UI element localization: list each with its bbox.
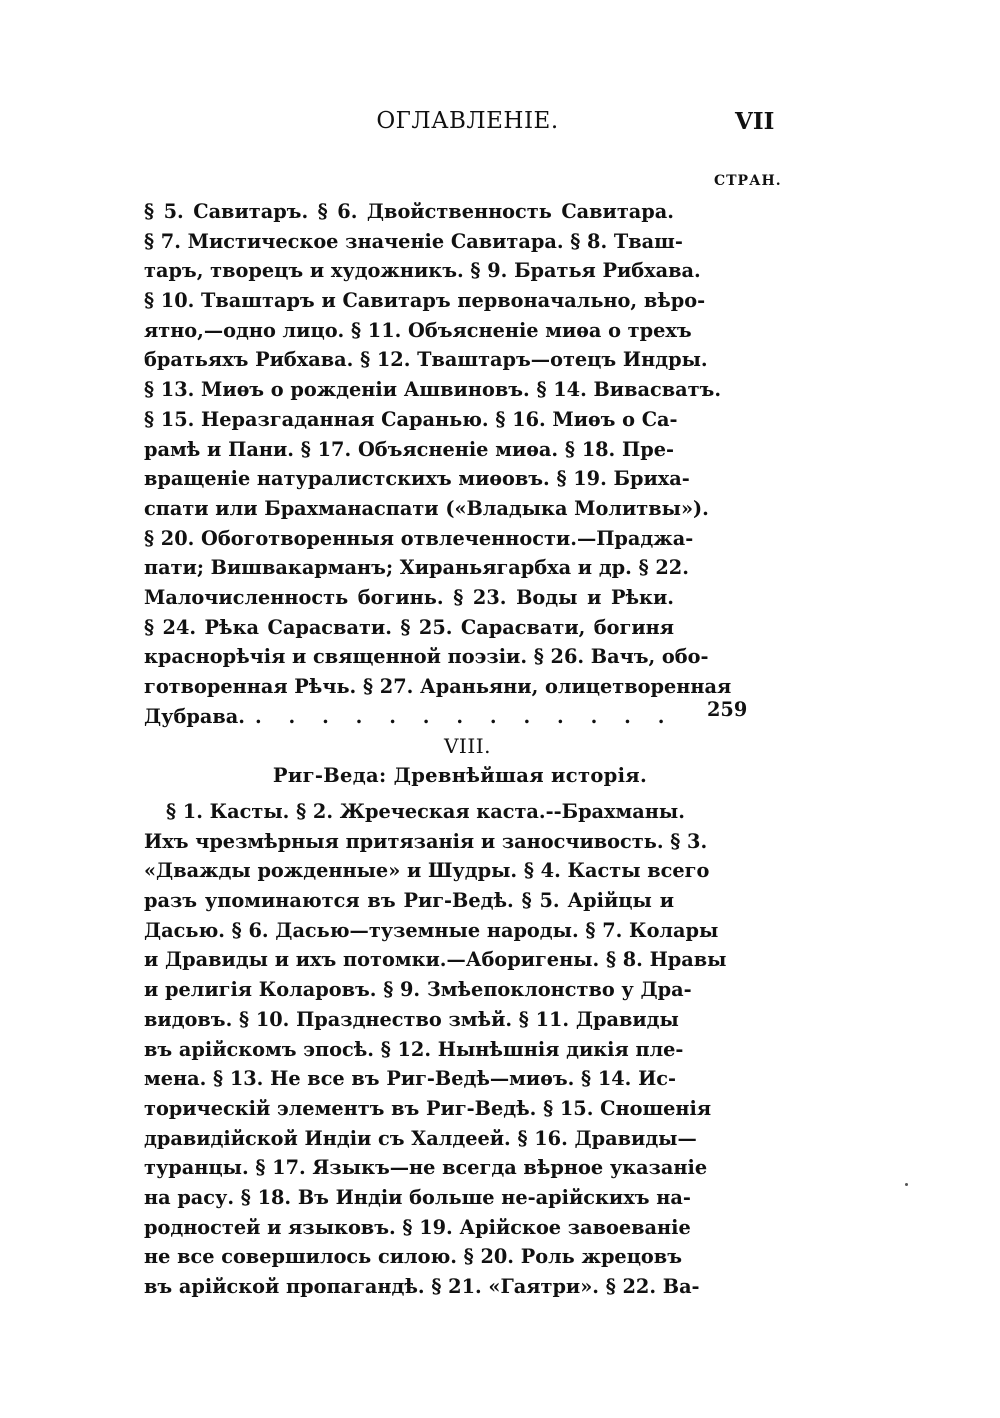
- toc-line: Ихъ чрезмѣрныя притязанiя и заносчивость. § 3.: [144, 829, 708, 853]
- toc-line: вращенiе натуралистскихъ миѳовъ. § 19. Бриха-: [144, 467, 690, 491]
- toc-line: § 24. Рѣка Сарасвати. § 25. Сарасвати, богиня: [144, 615, 674, 639]
- toc-line: § 15. Неразгаданная Саранью. § 16. Миѳъ о Са-: [144, 407, 678, 431]
- toc-line: въ арiйскомъ эпосѣ. § 12. Нынѣшнiя дикiя пле-: [144, 1037, 684, 1061]
- toc-line: § 1. Касты. § 2. Жреческая каста.--Брахманы.: [166, 800, 685, 823]
- toc-line: и религiя Коларовъ. § 9. Змѣепоклонство у Дра-: [144, 978, 692, 1002]
- toc-line: § 7. Мистическое значенiе Савитара. § 8. Тваш-: [144, 229, 683, 253]
- toc-line: § 10. Тваштаръ и Савитаръ первоначально, вѣро-: [144, 289, 706, 313]
- toc-line: «Дважды рожденные» и Шудры. § 4. Касты всего: [144, 859, 710, 883]
- toc-line: дравидiйской Индiи съ Халдеей. § 16. Дравиды—: [144, 1126, 697, 1150]
- paper-speck: [905, 1183, 908, 1186]
- toc-line: ятно,—одно лицо. § 11. Объясненiе миѳа о трехъ: [144, 318, 692, 342]
- toc-line: не все совершилось силою. § 20. Роль жрецовъ: [144, 1245, 682, 1269]
- chapter-number: VIII.: [443, 734, 491, 758]
- toc-line: Малочисленность богинь. § 23. Воды и Рѣки.: [144, 585, 674, 609]
- toc-line: торическiй элементъ въ Риг-Ведѣ. § 15. Сношенiя: [144, 1096, 712, 1120]
- toc-line: § 5. Савитаръ. § 6. Двойственность Савитара.: [144, 200, 674, 223]
- toc-line: родностей и языковъ. § 19. Арiйское завоеванiе: [144, 1215, 691, 1239]
- toc-line: мена. § 13. Не все въ Риг-Ведѣ—миѳъ. § 14. Ис-: [144, 1067, 677, 1091]
- toc-leader-line: [144, 702, 674, 732]
- toc-line: спати или Брахманаспати («Владыка Молитвы»).: [144, 496, 709, 520]
- toc-line: Дасью. § 6. Дасью—туземные народы. § 7. Колары: [144, 918, 719, 942]
- toc-line: братьяхъ Рибхава. § 12. Тваштаръ—отецъ Индры.: [144, 348, 708, 372]
- running-header-title: ОГЛАВЛЕНIЕ.: [376, 108, 559, 134]
- toc-line: готворенная Рѣчь. § 27. Араньяни, олицетворенная: [144, 675, 732, 698]
- toc-line: пати; Вишвакарманъ; Хираньягарбха и др. § 22.: [144, 556, 689, 580]
- toc-line: краснорѣчiя и священной поэзiи. § 26. Вачъ, обо-: [144, 645, 709, 669]
- toc-line: § 13. Миѳъ о рожденiи Ашвиновъ. § 14. Вивасватъ.: [144, 378, 722, 402]
- toc-line: рамѣ и Пани. § 17. Объясненiе миѳа. § 18. Пре-: [144, 437, 674, 461]
- toc-line-end: Дубрава.: [144, 704, 245, 728]
- toc-line: § 20. Обоготворенныя отвлеченности.—Праджа-: [144, 526, 694, 550]
- toc-line: видовъ. § 10. Празднество змѣй. § 11. Дравиды: [144, 1007, 679, 1031]
- toc-line: таръ, творецъ и художникъ. § 9. Братья Рибхава.: [144, 259, 701, 283]
- toc-line: въ арiйской пропагандѣ. § 21. «Гаятри». § 22. Ва-: [144, 1275, 700, 1298]
- chapter-title: Риг-Веда: Древнѣйшая исторiя.: [272, 764, 648, 787]
- dot-leader: [255, 702, 674, 732]
- toc-line: разъ упоминаются въ Риг-Ведѣ. § 5. Арiйцы и: [144, 889, 674, 913]
- toc-line: туранцы. § 17. Языкъ—не всегда вѣрное указанiе: [144, 1156, 708, 1180]
- toc-line: на расу. § 18. Въ Индiи больше не-арiйскихъ на-: [144, 1185, 691, 1209]
- page-column-label: СТРАН.: [714, 173, 782, 189]
- chapter-eight-entries: [144, 797, 727, 1302]
- chapter-seven-page-ref: 259: [707, 698, 748, 721]
- toc-line: и Дравиды и ихъ потомки.—Аборигены. § 8. Нравы: [144, 948, 727, 972]
- page-number: VII: [735, 108, 775, 135]
